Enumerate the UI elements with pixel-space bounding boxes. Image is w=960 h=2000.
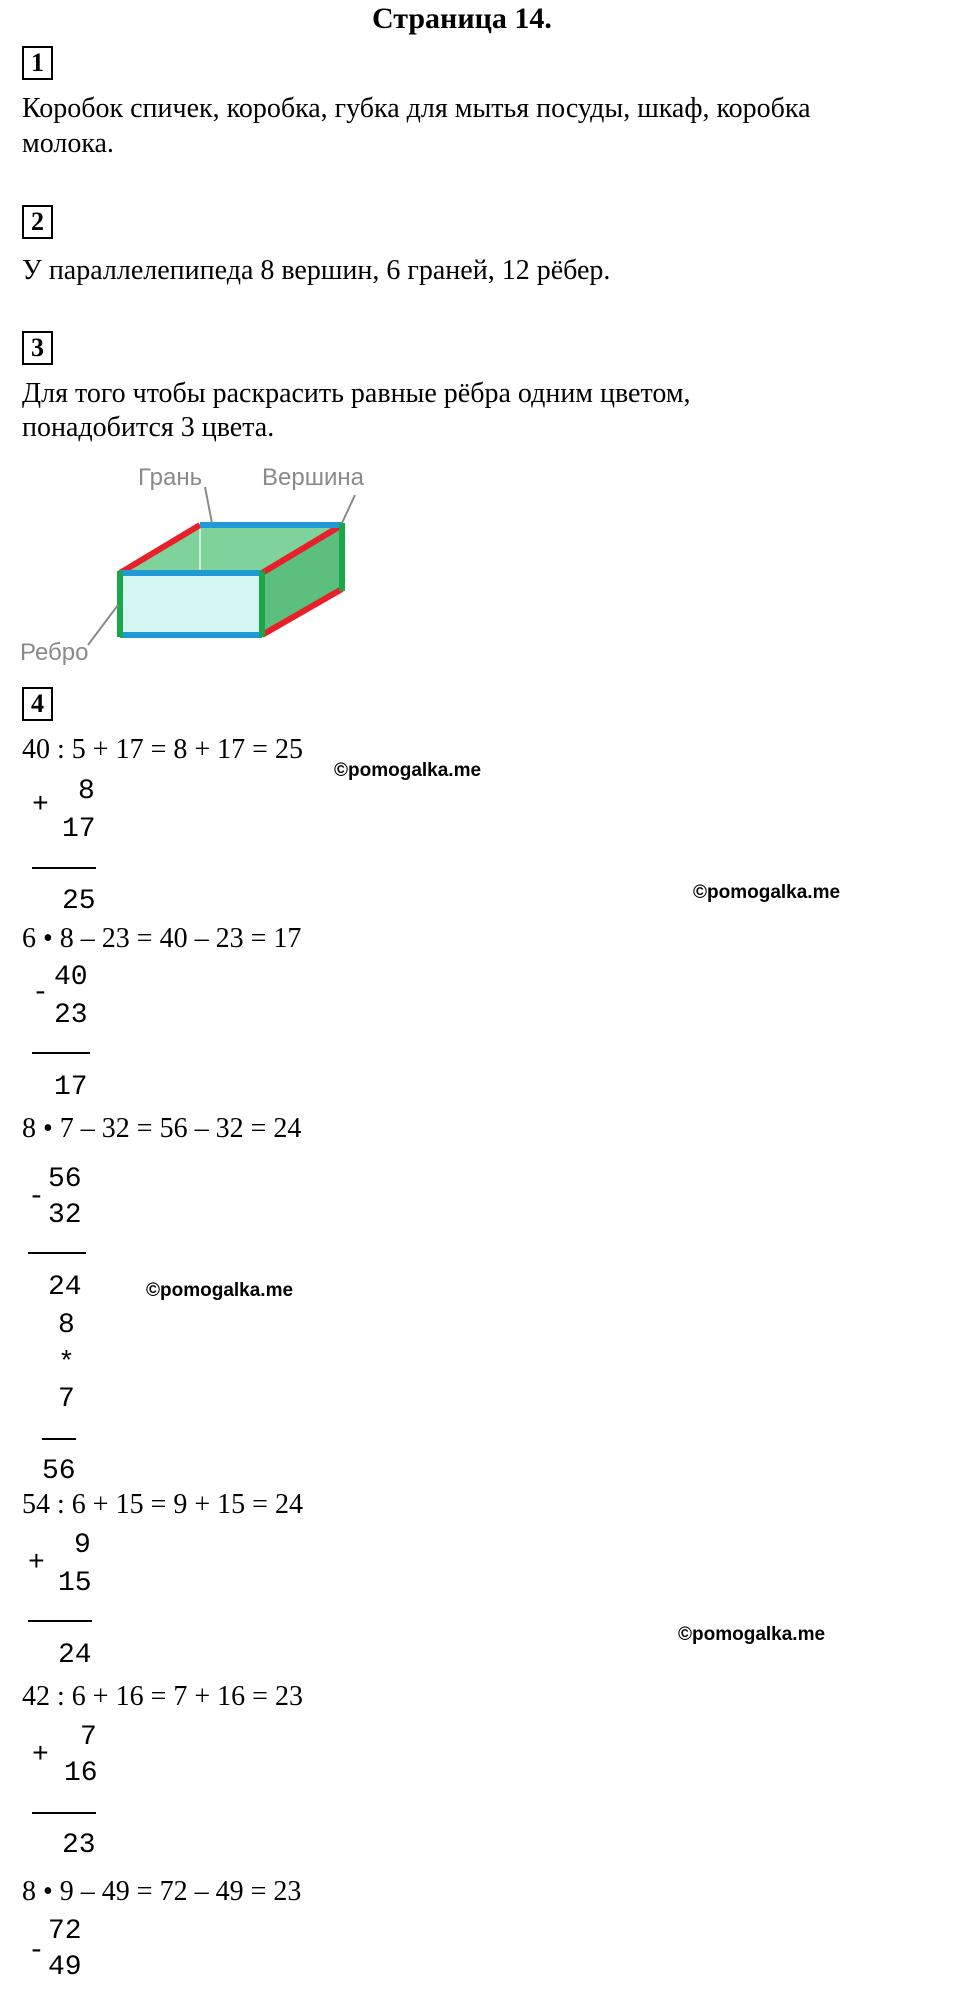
column-2-rule [32,1052,90,1054]
equation-2: 6 • 8 – 23 = 40 – 23 = 17 [22,923,302,954]
column-6-op: + [32,1740,49,1771]
equation-5: 42 : 6 + 16 = 7 + 16 = 23 [22,1681,303,1712]
column-7-bottom: 49 [48,1952,82,1983]
column-2-top: 40 [54,962,88,993]
task-3-text-line2: понадобится 3 цвета. [22,412,275,443]
label-vertex: Вершина [262,464,364,491]
column-5-bottom: 15 [58,1568,92,1599]
column-1-top: 8 [78,776,95,807]
task-3-text: Для того чтобы раскрасить равные рёбра одним цветом, [22,378,691,409]
column-2-op: - [32,978,49,1009]
parallelepiped-figure [0,455,400,670]
column-7-op: - [28,1936,45,1967]
column-4-top: 8 [58,1310,75,1341]
task-1-text-line2: молока. [22,128,114,159]
column-5-result: 24 [58,1640,92,1671]
column-4-bottom: 7 [58,1384,75,1415]
column-1-op: + [32,790,49,821]
front-face [120,573,262,635]
column-6-rule [32,1812,96,1814]
column-4-rule [42,1438,76,1440]
column-3-op: - [28,1182,45,1213]
column-3-top: 56 [48,1164,82,1195]
column-3-rule [28,1252,86,1254]
page-title: Страница 14. [372,2,552,35]
task-1-text: Коробок спичек, коробка, губка для мытья посуды, шкаф, коробка [22,93,811,124]
equation-1: 40 : 5 + 17 = 8 + 17 = 25 [22,734,303,765]
column-4-result: 56 [42,1456,76,1487]
watermark: ©pomogalka.me [146,1280,294,1301]
column-5-top: 9 [74,1530,91,1561]
watermark: ©pomogalka.me [678,1624,826,1645]
column-7-top: 72 [48,1916,82,1947]
task-3-number: 3 [22,331,53,365]
equation-6: 8 • 9 – 49 = 72 – 49 = 23 [22,1876,302,1907]
watermark: ©pomogalka.me [334,760,482,781]
column-6-bottom: 16 [64,1758,98,1789]
column-3-bottom: 32 [48,1200,82,1231]
edge-callout-line [88,605,118,645]
column-6-result: 23 [62,1830,96,1861]
face-callout-line [205,487,212,523]
column-6-top: 7 [80,1722,97,1753]
task-2-text: У параллелепипеда 8 вершин, 6 граней, 12 рёбер. [22,255,611,286]
task-2-number: 2 [22,205,53,239]
column-3-result: 24 [48,1272,82,1303]
column-2-bottom: 23 [54,1000,88,1031]
vertex-callout-line [342,495,355,523]
task-1-number: 1 [22,46,53,80]
column-5-op: + [28,1548,45,1579]
column-1-bottom: 17 [62,814,96,845]
watermark: ©pomogalka.me [693,882,841,903]
column-1-rule [32,867,96,869]
column-5-rule [28,1620,92,1622]
label-face: Грань [138,464,203,491]
column-2-result: 17 [54,1072,88,1103]
column-4-op: * [58,1348,75,1379]
equation-3: 8 • 7 – 32 = 56 – 32 = 24 [22,1113,302,1144]
equation-4: 54 : 6 + 15 = 9 + 15 = 24 [22,1489,303,1520]
column-1-result: 25 [62,886,96,917]
label-edge: Ребро [20,639,89,666]
task-4-number: 4 [22,687,53,721]
